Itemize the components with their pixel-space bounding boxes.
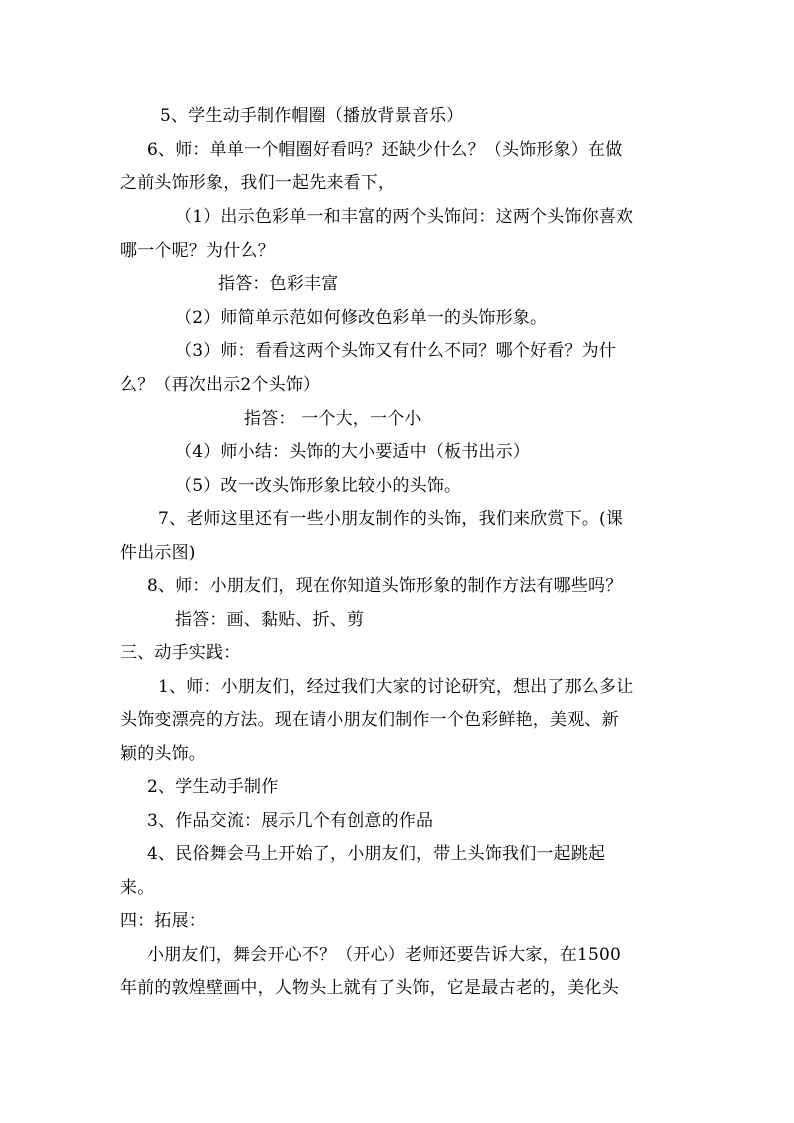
text-line: 来。 — [120, 878, 155, 898]
section-heading: 四：拓展： — [120, 911, 206, 931]
text-line: 5、学生动手制作帽圈（播放背景音乐） — [160, 106, 464, 126]
text-line: （5）改一改头饰形象比较小的头饰。 — [175, 476, 462, 496]
text-line: （4）师小结：头饰的大小要适中（板书出示） — [175, 442, 531, 462]
text-line: 指答：色彩丰富 — [218, 274, 339, 294]
text-line: 头饰变漂亮的方法。现在请小朋友们制作一个色彩鲜艳，美观、新 — [120, 710, 619, 730]
section-heading: 三、动手实践： — [120, 643, 241, 663]
text-line: 哪一个呢？为什么？ — [120, 241, 275, 261]
text-line: 么？（再次出示2个头饰） — [120, 375, 321, 395]
text-line: 1、师：小朋友们，经过我们大家的讨论研究，想出了那么多让 — [158, 677, 634, 697]
text-line: 8、师：小朋友们，现在你知道头饰形象的制作方法有哪些吗？ — [147, 576, 623, 596]
text-line: （3）师：看看这两个头饰又有什么不同？哪个好看？为什 — [175, 341, 617, 361]
text-line: 指答：画、黏贴、折、剪 — [175, 610, 365, 630]
text-line: 年前的敦煌壁画中，人物头上就有了头饰，它是最古老的，美化头 — [120, 978, 619, 998]
text-line: 3、作品交流：展示几个有创意的作品 — [147, 811, 434, 831]
text-line: 件出示图) — [120, 543, 196, 563]
text-line: 之前头饰形象，我们一起先来看下， — [120, 173, 396, 193]
text-line: 6、师：单单一个帽圈好看吗？还缺少什么？（头饰形象）在做 — [147, 140, 623, 160]
text-line: 小朋友们，舞会开心不？（开心）老师还要告诉大家，在1500 — [147, 945, 622, 965]
text-line: （2）师简单示范如何修改色彩单一的头饰形象。 — [175, 308, 548, 328]
text-line: 4、民俗舞会马上开始了，小朋友们，带上头饰我们一起跳起 — [147, 844, 606, 864]
text-line: （1）出示色彩单一和丰富的两个头饰问：这两个头饰你喜欢 — [175, 207, 634, 227]
text-line: 颖的头饰。 — [120, 744, 206, 764]
text-line: 7、老师这里还有一些小朋友制作的头饰，我们来欣赏下。(课 — [158, 509, 624, 529]
text-line: 2、学生动手制作 — [147, 777, 279, 797]
text-line: 指答： 一个大，一个小 — [244, 409, 422, 429]
